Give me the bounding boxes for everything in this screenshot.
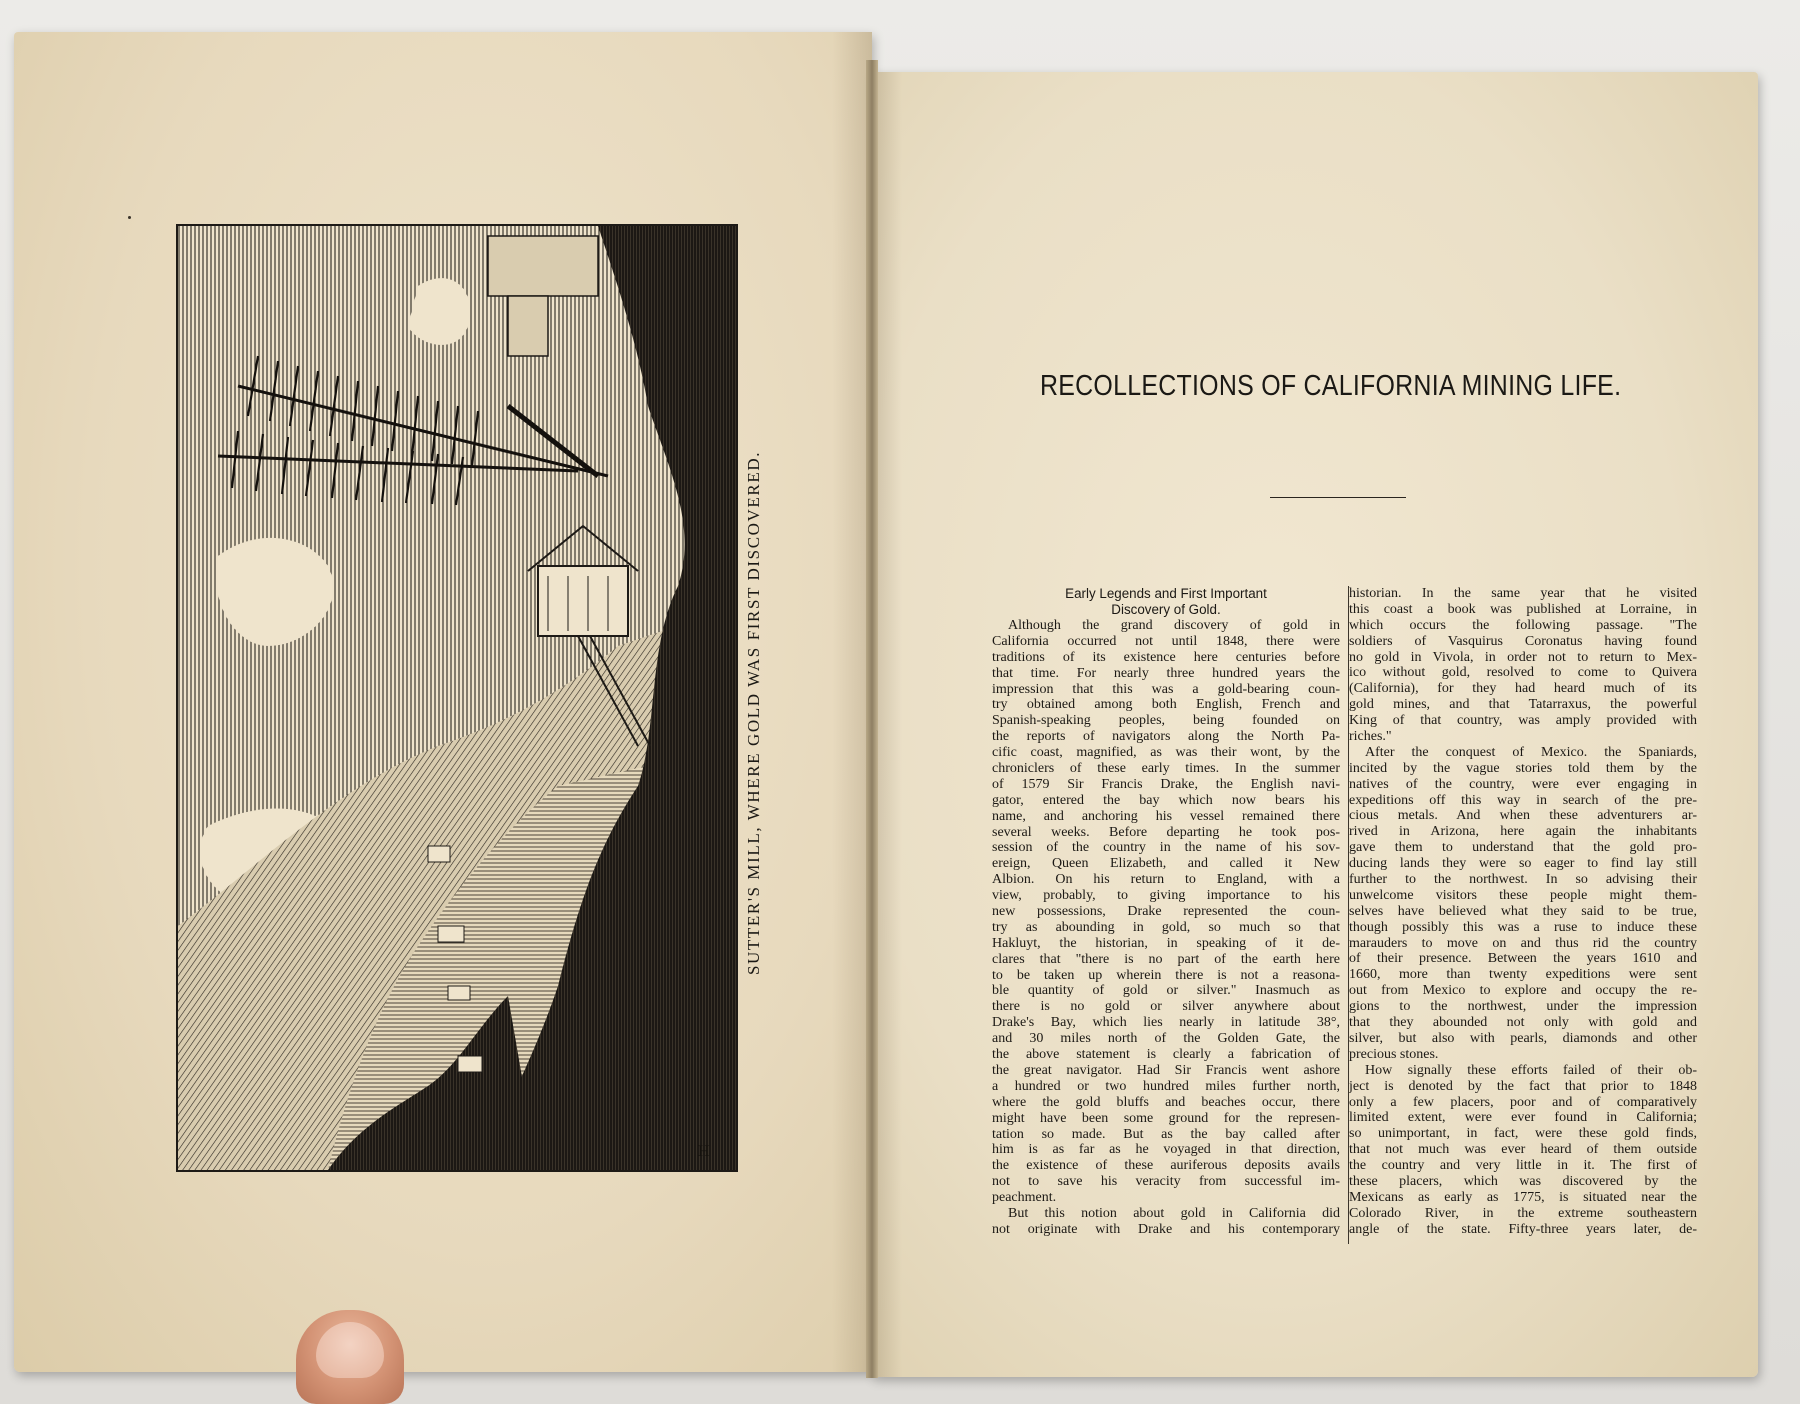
text-line: But this notion about gold in California did [1008,1205,1340,1221]
text-line: of their presence. Between the years 1610 and [1349,951,1697,967]
text-line: Albion. On his return to England, with a [992,872,1340,888]
text-line: ble quantity of gold or silver." Inasmuch as [992,983,1340,999]
left-column-lines [992,618,1340,1238]
text-line: historian. In the same year that he visited [1349,586,1697,601]
text-line: a hundred or two hundred miles further north, [992,1078,1340,1094]
text-line: Although the grand discovery of gold in [1008,618,1340,633]
text-line: of 1579 Sir Francis Drake, the English navi- [992,776,1340,792]
book-gutter [866,60,878,1378]
text-column-left [992,586,1340,1238]
text-line: riches." [1349,729,1392,745]
text-line: Hakluyt, the historian, in speaking of it de- [992,935,1340,951]
text-line: new possessions, Drake represented the coun- [992,904,1340,920]
text-line: gave them to understand that the gold pro- [1349,840,1697,856]
engraving-artwork [178,226,736,1170]
text-line: not to save his veracity from successful im- [992,1174,1340,1190]
text-line: view, probably, to giving importance to his [992,888,1340,904]
text-line: selves have believed what they said to be true, [1349,903,1697,919]
text-line: the above statement is clearly a fabrication of [992,1047,1340,1063]
text-line: gator, entered the bay which now bears his [992,792,1340,808]
section-heading-line-1: Early Legends and First Important [1065,586,1267,601]
text-line: rived in Arizona, here again the inhabitants [1349,824,1697,840]
engraving-illustration [176,224,738,1172]
illustration-caption: SUTTER'S MILL, WHERE GOLD WAS FIRST DISCOVERED. [744,450,763,975]
text-line: these placers, which was discovered by the [1349,1173,1697,1189]
text-line: that they abounded not only with gold and [1349,1015,1697,1031]
text-line: the country and very little in it. The first of [1349,1158,1697,1174]
text-line: After the conquest of Mexico. the Spaniards, [1365,744,1697,760]
text-line: angle of the state. Fifty-three years later, de- [1349,1221,1697,1237]
text-line: tation so made. But as the bay called after [992,1126,1340,1142]
text-line: Mexicans as early as 1775, is situated near the [1349,1189,1697,1205]
text-line: silver, but also with pearls, diamonds and other [1349,1030,1697,1046]
text-line: might have been some ground for the represen- [992,1110,1340,1126]
text-column-right [1349,586,1697,1238]
text-line: ico without gold, resolved to come to Quivera [1349,665,1697,681]
text-line: precious stones. [1349,1046,1439,1062]
text-line: impression that this was a gold-bearing coun- [992,681,1340,697]
text-line: soldiers of Vasquirus Coronatus having found [1349,633,1697,649]
text-line: California occurred not until 1848, there were [992,633,1340,649]
title-rule [1270,497,1406,498]
text-line: out from Mexico to explore and occupy the re- [1349,983,1697,999]
text-line: further to the northwest. In so advising their [1349,872,1697,888]
text-line: the existence of these auriferous deposits avails [992,1158,1340,1174]
text-line: unwelcome visitors these people might them- [1349,887,1697,903]
text-line: limited extent, were ever found in California; [1349,1110,1697,1126]
text-line: though possibly this was a ruse to induce these [1349,919,1697,935]
text-line: and 30 miles north of the Golden Gate, the [992,1031,1340,1047]
text-line: gions to the northwest, under the impression [1349,999,1697,1015]
text-line: that time. For nearly three hundred years the [992,665,1340,681]
text-line: which occurs the following passage. "The [1349,617,1697,633]
text-line: so unimportant, in fact, were these gold finds, [1349,1126,1697,1142]
text-line: gold mines, and that Tatarraxus, the powerful [1349,697,1697,713]
text-line: clares that "there is no part of the earth here [992,951,1340,967]
text-line: only a few placers, poor and of comparatively [1349,1094,1697,1110]
section-heading-line-2: Discovery of Gold. [1111,602,1221,617]
text-line: no gold in Vivola, in order not to return to Mex- [1349,649,1697,665]
text-line: (California), for they had heard much of its [1349,681,1697,697]
text-line: the great navigator. Had Sir Francis went ashore [992,1062,1340,1078]
text-line: ereign, Queen Elizabeth, and called it New [992,856,1340,872]
text-line: 1660, more than twenty expeditions were sent [1349,967,1697,983]
text-line: Drake's Bay, which lies nearly in latitude 38°, [992,1015,1340,1031]
text-line: traditions of its existence here centuries before [992,649,1340,665]
text-line: Spanish-speaking peoples, being founded on [992,713,1340,729]
text-line: How signally these efforts failed of their ob- [1365,1062,1697,1078]
page-title: RECOLLECTIONS OF CALIFORNIA MINING LIFE. [1040,370,1622,402]
text-line: him is as far as he voyaged in that direction, [992,1142,1340,1158]
text-line: that not much was ever heard of them outside [1349,1142,1697,1158]
text-line: marauders to move on and thus rid the country [1349,935,1697,951]
page-speck [128,216,131,219]
text-line: ject is denoted by the fact that prior to 1848 [1349,1078,1697,1094]
text-line: King of that country, was amply provided with [1349,713,1697,729]
text-line: where the gold bluffs and beaches occur, there [992,1094,1340,1110]
text-line: try obtained among both English, French and [992,697,1340,713]
text-line: peachment. [992,1190,1057,1206]
text-line: name, and anchoring his vessel remained there [992,808,1340,824]
text-line: Colorado River, in the extreme southeastern [1349,1205,1697,1221]
text-line: natives of the country, were ever engaging in [1349,776,1697,792]
text-line: expeditions off this way in search of the pre- [1349,792,1697,808]
text-line: incited by the vague stories told them by the [1349,760,1697,776]
text-line: ducing lands they were so eager to find lay still [1349,856,1697,872]
text-line: the reports of navigators along the North Pa- [992,729,1340,745]
text-line: there is no gold or silver anywhere about [992,999,1340,1015]
svg-text:H: H [698,1143,710,1160]
text-line: not originate with Drake and his contemporary [992,1221,1340,1237]
text-line: cific coast, magnified, as was their wont, by the [992,745,1340,761]
text-line: session of the country in the name of his sov- [992,840,1340,856]
text-line: to be taken up wherein there is not a reasona- [992,967,1340,983]
text-line: try as abounding in gold, so much so that [992,919,1340,935]
text-line: chroniclers of these early times. In the summer [992,761,1340,777]
text-line: several weeks. Before departing he took pos- [992,824,1340,840]
text-line: cious metals. And when these adventurers ar- [1349,808,1697,824]
right-column-lines [1349,586,1697,1238]
text-line: this coast a book was published at Lorraine, in [1349,601,1697,617]
